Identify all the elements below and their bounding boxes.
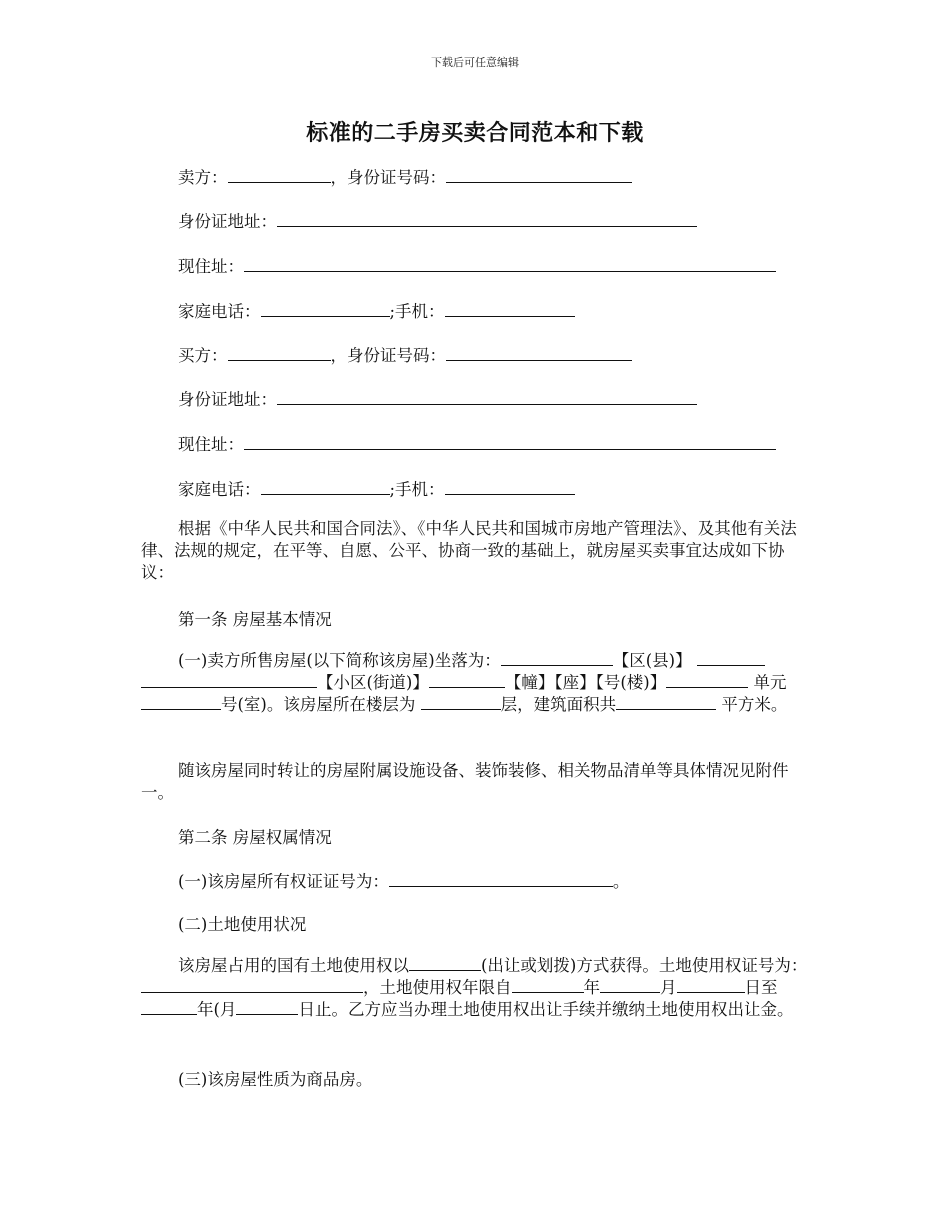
buyer-address-blank[interactable] bbox=[244, 433, 776, 450]
certificate-blank[interactable] bbox=[389, 870, 613, 887]
article1-heading: 第一条 房屋基本情况 bbox=[178, 610, 332, 629]
buyer-id-label: ，身份证号码： bbox=[330, 346, 446, 365]
land-text-d: 年 bbox=[583, 978, 600, 997]
land-text-h: 日止。乙方应当办理土地使用权出让手续并缴纳土地使用权出让金。 bbox=[298, 1000, 794, 1019]
article1-attachment-paragraph: 随该房屋同时转让的房屋附属设施设备、装饰装修、相关物品清单等具体情况见附件一。 bbox=[141, 761, 789, 802]
location-text-d: 【幢】【座】【号(楼)】 bbox=[504, 673, 667, 692]
buyer-phone-line bbox=[178, 476, 575, 500]
room-blank[interactable] bbox=[141, 695, 221, 710]
buyer-phone-blank[interactable] bbox=[261, 478, 390, 495]
seller-phone-label: 家庭电话： bbox=[178, 302, 261, 321]
location-text-b: 【区(县)】 bbox=[612, 651, 692, 670]
buyer-address-label: 现住址： bbox=[178, 435, 244, 454]
area-blank[interactable] bbox=[616, 695, 716, 710]
end-day-blank[interactable] bbox=[236, 1000, 298, 1015]
land-text-a: 该房屋占用的国有土地使用权以 bbox=[178, 956, 409, 975]
buyer-id-blank[interactable] bbox=[446, 344, 632, 361]
community-blank-b[interactable] bbox=[141, 673, 317, 688]
land-cert-blank[interactable] bbox=[141, 978, 363, 993]
buyer-line bbox=[178, 342, 632, 366]
location-text-h: 平方米。 bbox=[721, 695, 788, 714]
seller-id-address-blank[interactable] bbox=[277, 210, 697, 227]
buyer-mobile-label: ;手机： bbox=[389, 480, 445, 499]
seller-address-blank[interactable] bbox=[244, 255, 776, 272]
buyer-id-address-blank[interactable] bbox=[277, 388, 697, 405]
buyer-phone-label: 家庭电话： bbox=[178, 480, 261, 499]
seller-address-line bbox=[178, 253, 776, 277]
seller-name-blank[interactable] bbox=[228, 166, 331, 183]
buyer-mobile-blank[interactable] bbox=[445, 478, 575, 495]
location-text-a: (一)卖方所售房屋(以下简称该房屋)坐落为： bbox=[178, 651, 501, 670]
land-text-e: 月 bbox=[660, 978, 677, 997]
seller-address-label: 现住址： bbox=[178, 257, 244, 276]
buyer-name-blank[interactable] bbox=[228, 344, 331, 361]
end-year-blank[interactable] bbox=[141, 1000, 197, 1015]
number-blank[interactable] bbox=[666, 673, 748, 688]
seller-phone-blank[interactable] bbox=[261, 300, 390, 317]
article1-location-paragraph bbox=[141, 650, 813, 716]
buyer-address-line bbox=[178, 431, 776, 455]
buyer-label: 买方： bbox=[178, 346, 228, 365]
buyer-id-address-label: 身份证地址： bbox=[178, 390, 277, 409]
property-nature-line: (三)该房屋性质为商品房。 bbox=[178, 1070, 373, 1089]
location-text-e: 单元 bbox=[753, 673, 787, 692]
intro-paragraph: 根据《中华人民共和国合同法》、《中华人民共和国城市房地产管理法》、及其他有关法律、法规的规定，在平等、自愿、公平、协商一致的基础上，就房屋买卖事宜达成如下协议： bbox=[141, 519, 797, 582]
land-text-b: (出让或划拨)方式获得。土地使用权证号为： bbox=[481, 956, 808, 975]
location-text-g: 层，建筑面积共 bbox=[500, 695, 617, 714]
district-blank[interactable] bbox=[501, 651, 613, 666]
seller-mobile-label: ;手机： bbox=[389, 302, 445, 321]
land-text-f: 日至 bbox=[744, 978, 778, 997]
location-text-f: 号(室)。该房屋所在楼层为 bbox=[221, 695, 416, 714]
land-text-c: ，土地使用权年限自 bbox=[363, 978, 512, 997]
seller-id-label: ，身份证号码： bbox=[330, 168, 446, 187]
document-title: 标准的二手房买卖合同范本和下载 bbox=[306, 120, 644, 146]
certificate-line bbox=[178, 868, 629, 892]
seller-id-address-label: 身份证地址： bbox=[178, 212, 277, 231]
buyer-id-address-line bbox=[178, 386, 697, 410]
seller-label: 卖方： bbox=[178, 168, 228, 187]
seller-id-address-line bbox=[178, 208, 697, 232]
article2-heading: 第二条 房屋权属情况 bbox=[178, 828, 332, 847]
start-day-blank[interactable] bbox=[677, 978, 745, 993]
floor-blank[interactable] bbox=[421, 695, 501, 710]
seller-phone-line bbox=[178, 298, 575, 322]
seller-line bbox=[178, 164, 632, 188]
land-use-paragraph bbox=[141, 955, 813, 1021]
start-month-blank[interactable] bbox=[600, 978, 660, 993]
certificate-label: (一)该房屋所有权证证号为： bbox=[178, 872, 389, 891]
page-header: 下载后可任意编辑 bbox=[431, 56, 519, 69]
building-blank[interactable] bbox=[429, 673, 505, 688]
start-year-blank[interactable] bbox=[512, 978, 584, 993]
community-blank-a[interactable] bbox=[697, 651, 765, 666]
land-use-heading: (二)土地使用状况 bbox=[178, 915, 307, 934]
seller-mobile-blank[interactable] bbox=[445, 300, 575, 317]
seller-id-blank[interactable] bbox=[446, 166, 632, 183]
certificate-end: 。 bbox=[612, 872, 630, 891]
acquisition-blank[interactable] bbox=[409, 956, 481, 971]
land-text-g: 年(月 bbox=[197, 1000, 237, 1019]
location-text-c: 【小区(街道)】 bbox=[317, 673, 429, 692]
